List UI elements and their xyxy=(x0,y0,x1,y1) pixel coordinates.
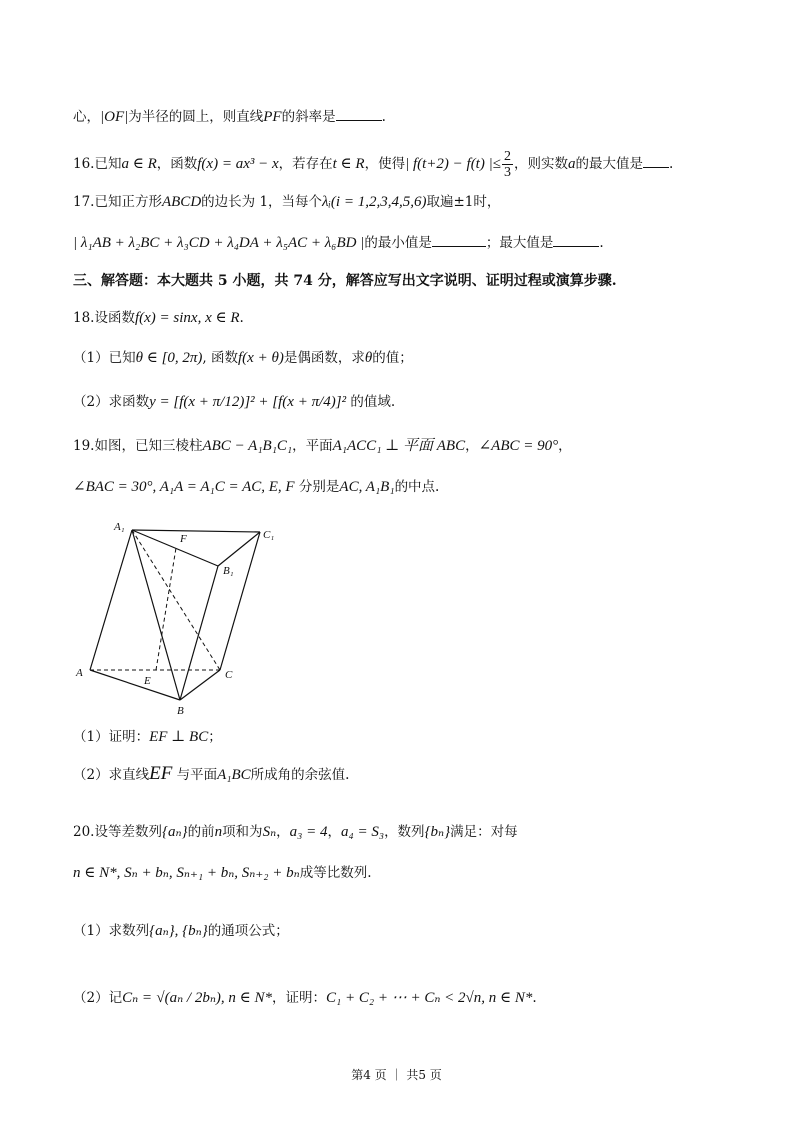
text: 是偶函数，求 xyxy=(283,350,365,366)
text: 的值； xyxy=(372,350,413,366)
text: ，则实数 xyxy=(513,156,568,172)
question-20-part2 xyxy=(73,988,537,1008)
answer-blank xyxy=(643,153,669,168)
edge-B1-C1 xyxy=(218,532,260,566)
text: 的通项公式； xyxy=(207,923,289,939)
math: A₁ACC₁ ⊥ 平面 ABC xyxy=(332,438,466,454)
question-20-line2 xyxy=(73,863,372,883)
text: 的最小值是 xyxy=(364,235,432,251)
text: . xyxy=(532,990,537,1006)
text: 的中点. xyxy=(394,479,440,495)
edge-A1-C1 xyxy=(132,530,260,532)
text: （1）证明： xyxy=(73,729,150,745)
math-expression: y = [f(x + π/12)]² + [f(x + π/4)]² xyxy=(149,394,347,410)
edge-A1-B1 xyxy=(132,530,218,566)
math: n xyxy=(214,824,223,840)
text: ，若存在 xyxy=(278,156,333,172)
question-number: 19.如图，已知三棱柱 xyxy=(73,438,203,454)
question-17-line1 xyxy=(73,192,500,212)
text: （2）记 xyxy=(73,990,123,1006)
question-number: 16.已知 xyxy=(73,156,122,172)
question-19-part1 xyxy=(73,727,222,747)
math-abs-of: |OF| xyxy=(100,109,129,125)
text: 分别是 xyxy=(298,479,340,495)
math: ∠ABC = 90° xyxy=(478,438,559,454)
text: ， xyxy=(465,438,479,454)
label-C1: C₁ xyxy=(263,529,275,541)
text: ， xyxy=(276,824,290,840)
math: λᵢ(i = 1,2,3,4,5,6) xyxy=(322,194,427,210)
text: ；最大值是 xyxy=(485,235,554,251)
numerator: 2 xyxy=(503,149,511,164)
question-number: 17.已知正方形 xyxy=(73,194,162,210)
math: θ xyxy=(364,350,373,366)
math: ∠BAC = 30°, A₁A = A₁C = AC, E, F xyxy=(73,479,295,495)
math-sqrt: √(aₙ / 2bₙ) xyxy=(156,990,221,1006)
math: EF xyxy=(149,763,173,784)
text: ，使得 xyxy=(364,156,406,172)
math: Cₙ = xyxy=(122,990,153,1006)
text: . xyxy=(668,156,674,172)
text: ，数列 xyxy=(384,824,425,840)
question-17-line2 xyxy=(73,232,604,253)
math-inequality: | f(t+2) − f(t) |≤ xyxy=(405,156,501,172)
q15-tail xyxy=(73,106,386,127)
question-19-line2 xyxy=(73,477,439,497)
math: A₁BC xyxy=(217,767,251,783)
math: t ∈ R xyxy=(332,156,365,172)
question-19-part2 xyxy=(73,764,349,785)
question-20-part1 xyxy=(73,921,289,941)
section-heading: 三、解答题：本大题共 5 小题，共 74 分，解答应写出文字说明、证明过程或演算步骤. xyxy=(73,273,617,289)
denominator: 3 xyxy=(503,165,511,180)
text: 为半径的圆上，则直线 xyxy=(128,109,264,125)
text: 的边长为 1，当每个 xyxy=(201,194,323,210)
label-B: B xyxy=(177,705,184,717)
math: a xyxy=(567,156,576,172)
text: 与平面 xyxy=(176,767,218,783)
fraction xyxy=(502,149,513,180)
text: （2）求函数 xyxy=(73,394,150,410)
label-A: A xyxy=(76,667,83,679)
math-vector-expression: | λ₁AB + λ₂BC + λ₃CD + λ₄DA + λ₅AC + λ₆BD | xyxy=(73,235,365,251)
math: a ∈ R xyxy=(121,156,157,172)
math: {aₙ}, {bₙ} xyxy=(149,923,208,939)
label-F: F xyxy=(180,533,187,545)
math: AC, A₁B₁ xyxy=(339,479,395,495)
label-A1: A₁ xyxy=(114,521,125,533)
math-pf: PF xyxy=(263,109,282,125)
math: C₁ + C₂ + ⋯ + Cₙ < 2√n, n ∈ N* xyxy=(326,990,533,1006)
math: n ∈ N*, Sₙ + bₙ, Sₙ₊₁ + bₙ, Sₙ₊₂ + bₙ xyxy=(73,865,300,881)
edge-A-B xyxy=(90,670,180,700)
text: 取遍±1时， xyxy=(426,194,501,210)
prism-figure xyxy=(70,518,290,718)
label-E: E xyxy=(144,675,151,687)
text: ，平面 xyxy=(292,438,333,454)
text: 成等比数列. xyxy=(299,865,372,881)
label-C: C xyxy=(225,669,233,681)
text: 项和为 xyxy=(222,824,263,840)
edge-A-A1 xyxy=(90,530,132,670)
text: . xyxy=(381,109,386,125)
math: f(x + θ) xyxy=(238,350,284,366)
question-19-line1 xyxy=(73,436,572,456)
text: 的最大值是 xyxy=(575,156,643,172)
text: ； xyxy=(208,729,222,745)
question-16 xyxy=(73,148,673,180)
text: （1）求数列 xyxy=(73,923,150,939)
label-B1: B₁ xyxy=(223,565,234,577)
text: 满足：对每 xyxy=(450,824,518,840)
math: {aₙ} xyxy=(161,824,188,840)
answer-blank xyxy=(432,232,486,247)
math: EF ⊥ BC xyxy=(149,729,209,745)
text: （2）求直线 xyxy=(73,767,150,783)
math: a₃ = 4 xyxy=(289,824,328,840)
text: 的前 xyxy=(187,824,215,840)
text: ， xyxy=(327,824,341,840)
math: , n ∈ N* xyxy=(220,990,273,1006)
text: . xyxy=(239,310,244,326)
math-function: f(x) = sinx, x ∈ R xyxy=(134,310,240,326)
math: ABCD xyxy=(161,194,202,210)
edge-B-B1 xyxy=(180,566,218,700)
math: {bₙ} xyxy=(424,824,451,840)
edge-B-C xyxy=(180,670,220,700)
text: 心， xyxy=(73,109,100,125)
text: . xyxy=(599,235,604,251)
math: ABC − A₁B₁C₁ xyxy=(202,438,293,454)
math: Sₙ xyxy=(262,824,277,840)
text: ，函数 xyxy=(156,156,198,172)
text: ， xyxy=(558,438,572,454)
math-function: f(x) = ax³ − x xyxy=(197,156,279,172)
edge-A1-B xyxy=(132,530,180,700)
text: 的值域. xyxy=(350,394,396,410)
text: ，证明： xyxy=(272,990,327,1006)
answer-blank xyxy=(553,232,599,247)
question-18-part1 xyxy=(73,348,413,368)
text: 所成角的余弦值. xyxy=(250,767,350,783)
question-number: 20.设等差数列 xyxy=(73,824,162,840)
math: θ ∈ [0, 2π) xyxy=(135,350,203,366)
text: , 函数 xyxy=(202,350,239,366)
question-18 xyxy=(73,308,244,328)
page-footer: 第4 页 ｜ 共5 页 xyxy=(351,1068,442,1082)
question-20-line1 xyxy=(73,822,518,842)
math: a₄ = S₃ xyxy=(341,824,385,840)
question-18-part2 xyxy=(73,392,395,412)
text: （1）已知 xyxy=(73,350,136,366)
question-number: 18.设函数 xyxy=(73,310,135,326)
edge-C-C1 xyxy=(220,532,260,670)
text: 的斜率是 xyxy=(281,109,336,125)
answer-blank xyxy=(336,106,382,121)
